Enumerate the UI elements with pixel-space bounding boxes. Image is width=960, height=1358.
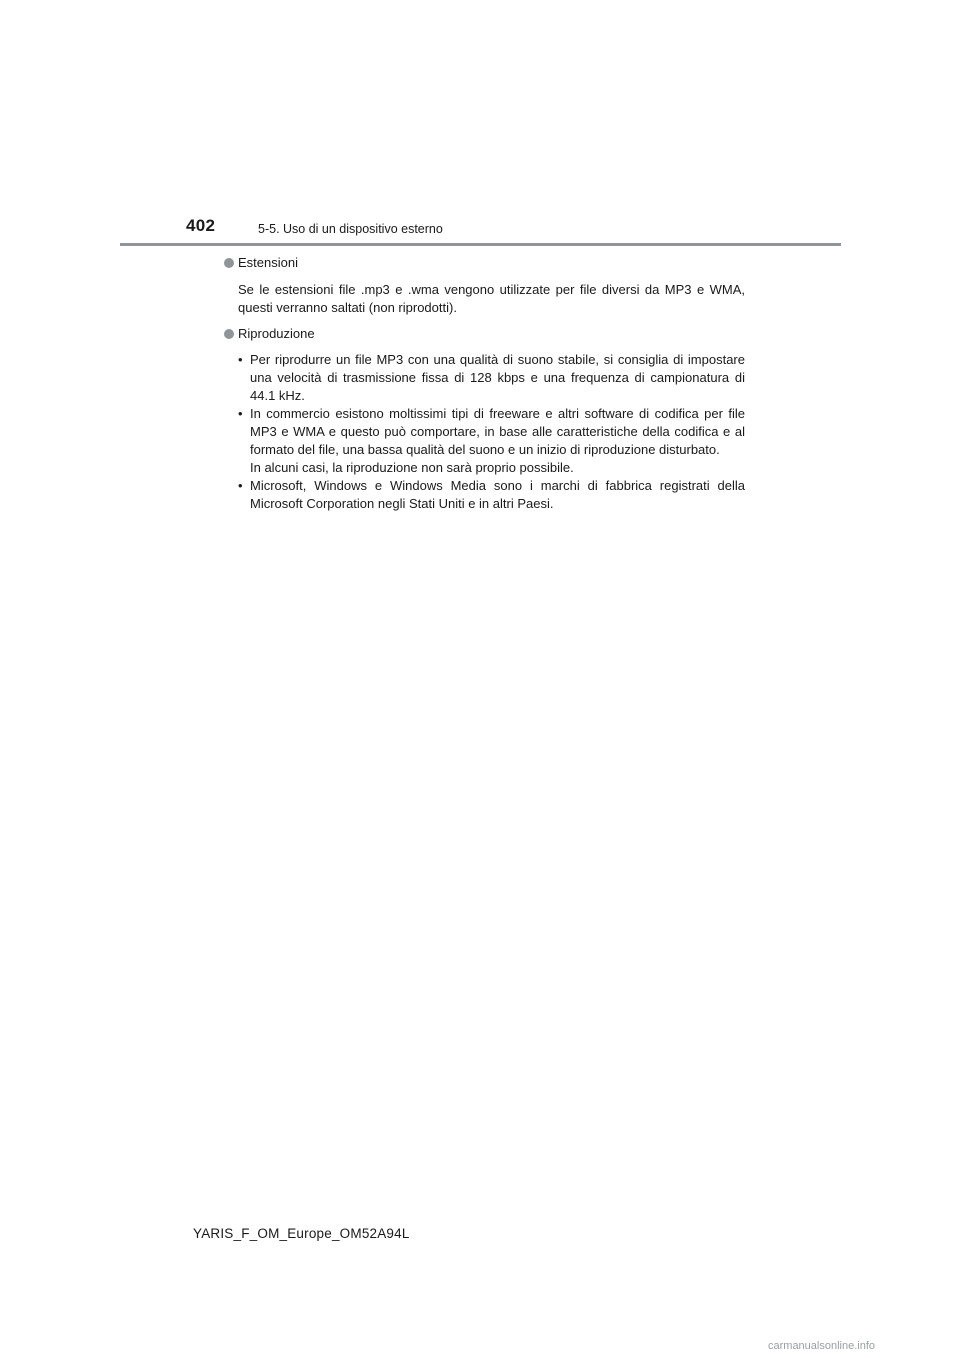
sub-bullet-icon: • xyxy=(238,478,243,493)
sub-item-text: In commercio esistono moltissimi tipi di freeware e altri software di codifica per file MP3 e WMA e questo può comportare, in base alle caratteristiche della codifica e al formato del file, una bassa qualità del suono e un inizio di riproduzione disturbato. xyxy=(250,406,745,457)
item-heading-text: Riproduzione xyxy=(238,326,315,341)
header-rule xyxy=(120,243,841,246)
item-heading xyxy=(223,325,745,343)
bullet-circle-icon xyxy=(224,329,234,339)
sub-item-extra-text: In alcuni casi, la riproduzione non sarà proprio possibile. xyxy=(250,460,574,475)
sub-list-item xyxy=(223,477,745,513)
sub-item-text: Per riprodurre un file MP3 con una qualità di suono stabile, si consiglia di impostare una velocità di trasmissione fissa di 128 kbps e una frequenza di campionatura di 44.1 kHz. xyxy=(250,352,745,403)
sub-bullet-icon: • xyxy=(238,406,243,421)
item-paragraph: Se le estensioni file .mp3 e .wma vengono utilizzate per file diversi da MP3 e WMA, questi verranno saltati (non riprodotti). xyxy=(238,282,745,315)
sub-list xyxy=(223,351,745,513)
footer-document-code: YARIS_F_OM_Europe_OM52A94L xyxy=(193,1226,410,1241)
bullet-circle-icon xyxy=(224,258,234,268)
watermark: carmanualsonline.info xyxy=(768,1340,876,1352)
sub-bullet-icon: • xyxy=(238,352,243,367)
page-number: 402 xyxy=(186,216,216,235)
item-playback xyxy=(223,325,745,513)
item-heading-text: Estensioni xyxy=(238,255,298,270)
sub-item-text: Microsoft, Windows e Windows Media sono i marchi di fabbrica registrati della Microsoft Corporation negli Stati Uniti e in altri Paesi. xyxy=(250,478,745,511)
sub-list-item xyxy=(223,405,745,477)
content-body xyxy=(223,254,745,513)
sub-list-item xyxy=(223,351,745,405)
item-heading xyxy=(223,254,745,272)
item-extensions xyxy=(223,254,745,317)
section-title: 5-5. Uso di un dispositivo esterno xyxy=(258,222,443,236)
